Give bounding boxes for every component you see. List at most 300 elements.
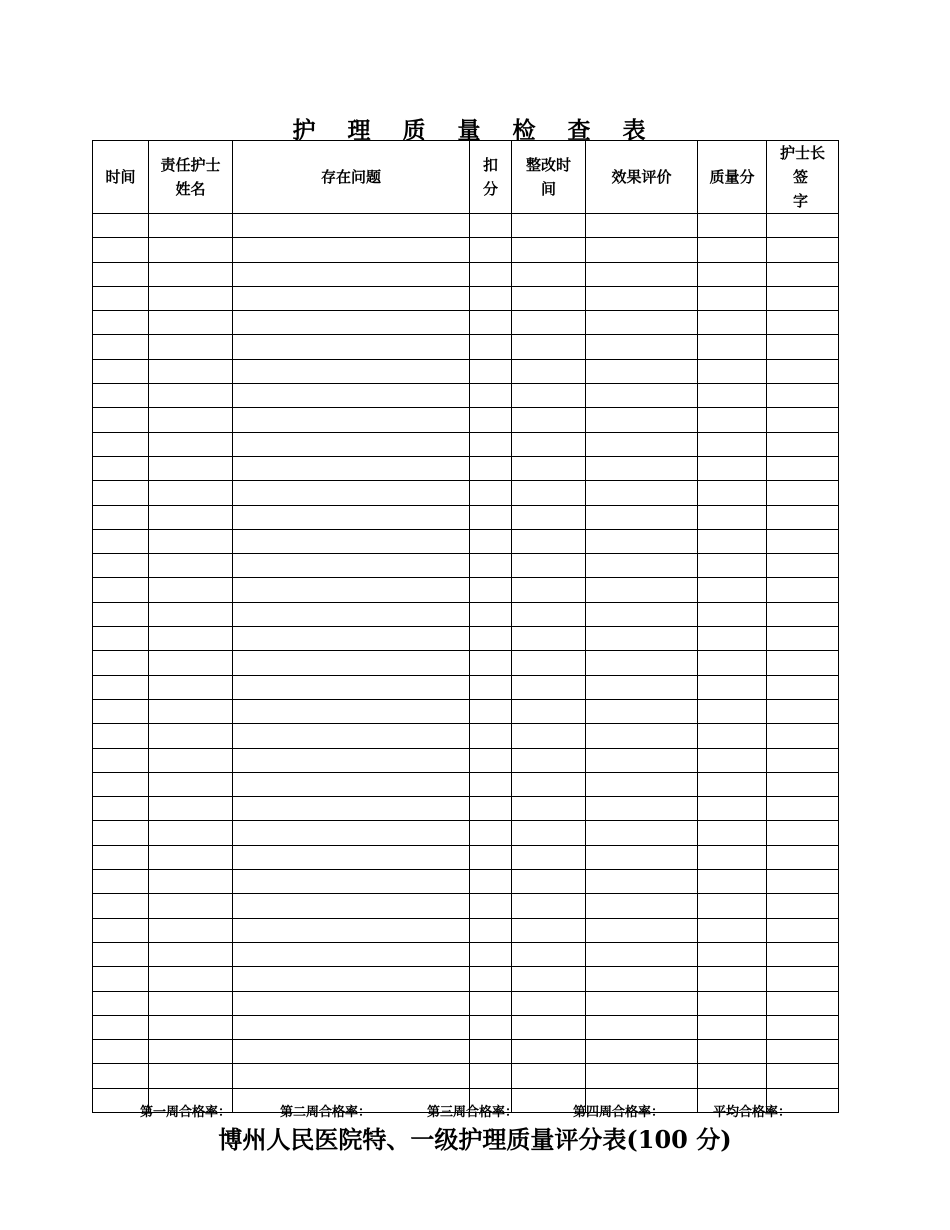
table-cell <box>470 967 512 991</box>
table-cell <box>93 286 149 310</box>
header-rectify-time <box>512 141 586 214</box>
table-cell <box>767 651 839 675</box>
table-cell <box>512 675 586 699</box>
table-cell <box>470 821 512 845</box>
table-row <box>93 651 839 675</box>
table-cell <box>233 432 470 456</box>
header-deduction <box>470 141 512 214</box>
table-cell <box>233 359 470 383</box>
table-row <box>93 1064 839 1088</box>
table-row <box>93 432 839 456</box>
table-cell <box>149 991 233 1015</box>
table-cell <box>149 481 233 505</box>
table-cell <box>149 432 233 456</box>
table-cell <box>698 724 767 748</box>
table-row <box>93 724 839 748</box>
table-cell <box>586 772 698 796</box>
table-cell <box>512 821 586 845</box>
table-cell <box>512 870 586 894</box>
table-cell <box>767 1064 839 1088</box>
weekly-pass-rate-footer <box>0 1101 950 1120</box>
table-cell <box>586 456 698 480</box>
table-cell <box>470 991 512 1015</box>
table-cell <box>586 238 698 262</box>
table-cell <box>698 602 767 626</box>
table-cell <box>93 870 149 894</box>
table-cell <box>698 359 767 383</box>
table-cell <box>767 529 839 553</box>
table-row <box>93 918 839 942</box>
table-cell <box>512 529 586 553</box>
table-row <box>93 967 839 991</box>
table-cell <box>149 942 233 966</box>
table-cell <box>698 554 767 578</box>
table-cell <box>586 1040 698 1064</box>
table-row <box>93 797 839 821</box>
table-cell <box>767 408 839 432</box>
table-cell <box>512 651 586 675</box>
table-cell <box>470 1015 512 1039</box>
header-quality-score <box>698 141 767 214</box>
table-cell <box>233 529 470 553</box>
table-cell <box>698 821 767 845</box>
table-cell <box>149 262 233 286</box>
table-cell <box>470 505 512 529</box>
table-row <box>93 311 839 335</box>
table-cell <box>233 675 470 699</box>
table-cell <box>149 1064 233 1088</box>
table-cell <box>233 311 470 335</box>
table-cell <box>93 772 149 796</box>
table-cell <box>93 627 149 651</box>
table-cell <box>149 1015 233 1039</box>
table-cell <box>512 748 586 772</box>
table-row <box>93 821 839 845</box>
table-cell <box>512 918 586 942</box>
table-row <box>93 699 839 723</box>
table-cell <box>512 1015 586 1039</box>
table-cell <box>93 262 149 286</box>
table-cell <box>512 845 586 869</box>
table-cell <box>767 894 839 918</box>
table-cell <box>93 408 149 432</box>
header-effect-evaluation <box>586 141 698 214</box>
table-cell <box>233 942 470 966</box>
table-cell <box>586 432 698 456</box>
table-cell <box>512 262 586 286</box>
table-cell <box>149 238 233 262</box>
table-row <box>93 481 839 505</box>
table-cell <box>233 627 470 651</box>
table-cell <box>149 772 233 796</box>
table-cell <box>698 311 767 335</box>
table-cell <box>233 335 470 359</box>
table-cell <box>586 675 698 699</box>
table-cell <box>698 408 767 432</box>
table-cell <box>698 262 767 286</box>
table-cell <box>767 286 839 310</box>
table-cell <box>698 894 767 918</box>
table-row <box>93 578 839 602</box>
table-cell <box>767 1015 839 1039</box>
table-cell <box>512 384 586 408</box>
table-cell <box>470 262 512 286</box>
table-cell <box>767 335 839 359</box>
table-cell <box>698 286 767 310</box>
table-cell <box>149 335 233 359</box>
table-cell <box>470 408 512 432</box>
table-row <box>93 554 839 578</box>
table-cell <box>233 967 470 991</box>
table-cell <box>149 699 233 723</box>
table-cell <box>233 918 470 942</box>
table-cell <box>233 238 470 262</box>
table-cell <box>93 797 149 821</box>
table-cell <box>698 1040 767 1064</box>
table-cell <box>93 214 149 238</box>
table-cell <box>586 262 698 286</box>
table-cell <box>767 359 839 383</box>
table-cell <box>233 724 470 748</box>
table-cell <box>233 408 470 432</box>
table-cell <box>586 286 698 310</box>
table-cell <box>233 651 470 675</box>
table-cell <box>93 384 149 408</box>
table-cell <box>470 238 512 262</box>
table-cell <box>698 942 767 966</box>
table-cell <box>767 238 839 262</box>
week4-pass-rate-label: 第四周合格率： <box>573 1105 665 1120</box>
table-cell <box>470 432 512 456</box>
table-row <box>93 942 839 966</box>
table-row <box>93 1015 839 1039</box>
table-cell <box>470 286 512 310</box>
table-cell <box>149 1040 233 1064</box>
table-cell <box>149 724 233 748</box>
table-cell <box>698 529 767 553</box>
table-cell <box>586 1064 698 1088</box>
table-cell <box>233 384 470 408</box>
table-cell <box>149 675 233 699</box>
table-cell <box>149 627 233 651</box>
table-row <box>93 1040 839 1064</box>
table-cell <box>767 481 839 505</box>
table-cell <box>767 675 839 699</box>
header-nurse-name-line1: 责任护士 <box>160 156 221 174</box>
table-cell <box>149 359 233 383</box>
table-cell <box>767 505 839 529</box>
table-body <box>93 214 839 1113</box>
table-cell <box>470 894 512 918</box>
header-head-nurse-signature-line1: 护士长 <box>779 144 825 162</box>
table-cell <box>698 870 767 894</box>
table-cell <box>512 1040 586 1064</box>
table-row <box>93 748 839 772</box>
table-cell <box>586 651 698 675</box>
page-title: 护 理 质 量 检 查 表 <box>292 118 658 144</box>
table-cell <box>233 748 470 772</box>
table-cell <box>149 894 233 918</box>
table-cell <box>698 214 767 238</box>
header-deduction-line2: 分 <box>482 180 498 198</box>
table-cell <box>470 845 512 869</box>
table-cell <box>698 845 767 869</box>
table-row <box>93 991 839 1015</box>
table-cell <box>93 967 149 991</box>
table-cell <box>233 262 470 286</box>
table-cell <box>698 675 767 699</box>
table-cell <box>93 335 149 359</box>
table-cell <box>586 845 698 869</box>
table-cell <box>470 335 512 359</box>
table-cell <box>586 554 698 578</box>
table-cell <box>586 408 698 432</box>
table-cell <box>470 627 512 651</box>
table-row <box>93 286 839 310</box>
table-cell <box>93 699 149 723</box>
header-problems <box>233 141 470 214</box>
table-cell <box>233 894 470 918</box>
table-cell <box>586 724 698 748</box>
table-cell <box>470 554 512 578</box>
table-row <box>93 772 839 796</box>
table-cell <box>698 748 767 772</box>
table-cell <box>149 286 233 310</box>
table-cell <box>470 918 512 942</box>
quality-check-table <box>92 140 839 1113</box>
table-cell <box>93 724 149 748</box>
table-header-row <box>93 141 839 214</box>
table-cell <box>93 894 149 918</box>
table-row <box>93 845 839 869</box>
header-time <box>93 141 149 214</box>
table-cell <box>149 870 233 894</box>
table-cell <box>512 894 586 918</box>
header-time-label: 时间 <box>105 168 136 186</box>
table-cell <box>586 967 698 991</box>
table-row <box>93 456 839 480</box>
table-cell <box>698 627 767 651</box>
table-cell <box>470 675 512 699</box>
table-row <box>93 529 839 553</box>
table-cell <box>586 870 698 894</box>
table-cell <box>93 311 149 335</box>
table-row <box>93 870 839 894</box>
table-cell <box>512 627 586 651</box>
table-cell <box>767 554 839 578</box>
table-cell <box>149 554 233 578</box>
table-cell <box>512 772 586 796</box>
table-cell <box>470 870 512 894</box>
table-cell <box>470 748 512 772</box>
table-cell <box>698 1015 767 1039</box>
table-cell <box>586 505 698 529</box>
table-cell <box>767 627 839 651</box>
header-problems-label: 存在问题 <box>320 168 381 186</box>
table-cell <box>149 311 233 335</box>
table-cell <box>470 1064 512 1088</box>
table-cell <box>93 578 149 602</box>
table-cell <box>93 821 149 845</box>
table-cell <box>233 578 470 602</box>
table-cell <box>233 699 470 723</box>
table-row <box>93 262 839 286</box>
table-cell <box>698 991 767 1015</box>
table-cell <box>149 384 233 408</box>
table-cell <box>586 602 698 626</box>
table-cell <box>149 456 233 480</box>
table-cell <box>512 554 586 578</box>
table-cell <box>512 797 586 821</box>
table-cell <box>767 748 839 772</box>
table-cell <box>767 262 839 286</box>
table-cell <box>586 918 698 942</box>
table-cell <box>586 894 698 918</box>
table-cell <box>93 845 149 869</box>
header-nurse-name-line2: 姓名 <box>175 180 206 198</box>
table-cell <box>698 505 767 529</box>
header-nurse-name <box>149 141 233 214</box>
table-cell <box>586 578 698 602</box>
table-cell <box>698 918 767 942</box>
table-cell <box>233 1040 470 1064</box>
header-head-nurse-signature <box>767 141 839 214</box>
table-cell <box>767 821 839 845</box>
table-cell <box>586 991 698 1015</box>
table-cell <box>233 286 470 310</box>
table-row <box>93 238 839 262</box>
table-cell <box>512 991 586 1015</box>
table-cell <box>233 821 470 845</box>
table-cell <box>512 432 586 456</box>
table-cell <box>149 918 233 942</box>
table-cell <box>767 602 839 626</box>
table-cell <box>470 797 512 821</box>
table-cell <box>93 1064 149 1088</box>
table-cell <box>233 797 470 821</box>
table-row <box>93 505 839 529</box>
table-cell <box>512 578 586 602</box>
table-cell <box>93 942 149 966</box>
table-cell <box>93 238 149 262</box>
table-cell <box>698 651 767 675</box>
table-cell <box>512 699 586 723</box>
table-cell <box>93 554 149 578</box>
table-cell <box>93 991 149 1015</box>
table-cell <box>586 214 698 238</box>
header-quality-score-label: 质量分 <box>709 168 755 186</box>
header-rectify-time-line1: 整改时 <box>525 156 571 174</box>
table-cell <box>767 384 839 408</box>
table-cell <box>512 505 586 529</box>
table-cell <box>586 627 698 651</box>
table-cell <box>512 311 586 335</box>
table-cell <box>586 942 698 966</box>
week3-pass-rate-label: 第三周合格率： <box>427 1105 519 1120</box>
table-row <box>93 602 839 626</box>
week2-pass-rate-label: 第二周合格率： <box>280 1105 372 1120</box>
table-cell <box>767 432 839 456</box>
table-cell <box>149 845 233 869</box>
table-cell <box>470 772 512 796</box>
table-cell <box>767 724 839 748</box>
table-cell <box>512 456 586 480</box>
table-cell <box>698 578 767 602</box>
table-cell <box>767 456 839 480</box>
table-cell <box>767 967 839 991</box>
table-cell <box>93 505 149 529</box>
table-cell <box>470 602 512 626</box>
table-cell <box>512 238 586 262</box>
table-cell <box>149 214 233 238</box>
table-cell <box>470 1040 512 1064</box>
table-cell <box>233 1064 470 1088</box>
table-cell <box>149 578 233 602</box>
table-row <box>93 359 839 383</box>
table-cell <box>586 529 698 553</box>
table-row <box>93 335 839 359</box>
table-cell <box>233 602 470 626</box>
table-cell <box>470 699 512 723</box>
week1-pass-rate-label: 第一周合格率： <box>140 1105 232 1120</box>
table-cell <box>586 821 698 845</box>
table-cell <box>767 699 839 723</box>
average-pass-rate-label: 平均合格率： <box>713 1105 792 1120</box>
table-cell <box>767 845 839 869</box>
table-cell <box>470 384 512 408</box>
table-cell <box>767 870 839 894</box>
table-cell <box>233 870 470 894</box>
table-row <box>93 627 839 651</box>
table-cell <box>149 651 233 675</box>
table-cell <box>93 432 149 456</box>
table-cell <box>149 797 233 821</box>
table-cell <box>233 991 470 1015</box>
table-cell <box>233 845 470 869</box>
table-cell <box>233 554 470 578</box>
next-form-title: 博州人民医院特、一级护理质量评分表(100 分) <box>218 1125 732 1154</box>
table-cell <box>767 991 839 1015</box>
table-cell <box>767 942 839 966</box>
table-cell <box>698 797 767 821</box>
table-cell <box>698 238 767 262</box>
table-cell <box>767 797 839 821</box>
table-cell <box>698 1064 767 1088</box>
table-cell <box>93 481 149 505</box>
table-cell <box>470 456 512 480</box>
table-cell <box>767 1040 839 1064</box>
table-cell <box>512 1064 586 1088</box>
table-cell <box>698 456 767 480</box>
table-cell <box>512 942 586 966</box>
table-cell <box>470 214 512 238</box>
table-cell <box>586 748 698 772</box>
table-cell <box>470 311 512 335</box>
table-cell <box>767 214 839 238</box>
table-cell <box>470 529 512 553</box>
table-cell <box>93 529 149 553</box>
table-cell <box>586 359 698 383</box>
header-rectify-time-line2: 间 <box>540 180 556 198</box>
table-cell <box>698 432 767 456</box>
table-cell <box>93 602 149 626</box>
header-deduction-line1: 扣 <box>482 156 498 174</box>
table-cell <box>512 214 586 238</box>
table-cell <box>767 918 839 942</box>
table-cell <box>698 772 767 796</box>
table-cell <box>233 456 470 480</box>
table-cell <box>93 359 149 383</box>
